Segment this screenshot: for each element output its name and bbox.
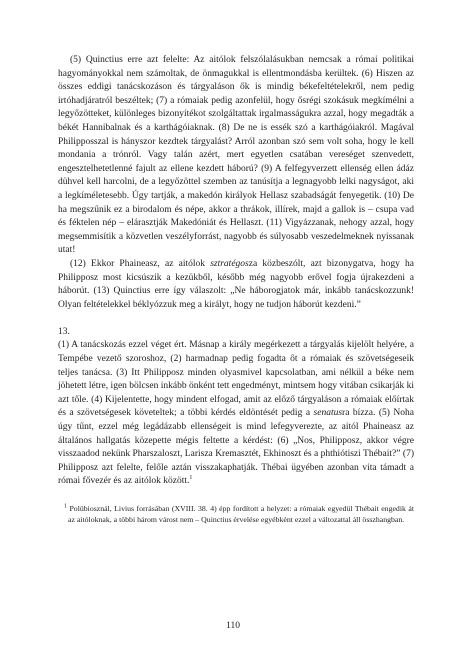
chapter-number: 13. — [58, 326, 70, 337]
paragraph-2-text-b: za közbeszólt, azt bizonygatva, hogy ha Philipposz most kicsúszik a kezükből, később még nagyobb erővel fogja újrakezdeni a háborút. (13) Quinctius erre így válaszolt: „Ne háborogjatok már, inkább tanácskozzunk! Olyan feltételekkel béklyózzuk meg a királyt, hogy ne tudjon háborút kezdeni.” — [58, 258, 414, 310]
paragraph-2-text-a: (12) Ekkor Phaineasz, az aitólok — [70, 258, 211, 269]
footnote-marker: 1 — [64, 503, 67, 510]
page-body — [58, 54, 414, 525]
paragraph-2-italic: sztratégos — [210, 258, 249, 269]
paragraph-2 — [58, 258, 414, 312]
paragraph-1 — [58, 54, 414, 258]
chapter-paragraph — [58, 339, 414, 489]
footnote-reference: 1 — [189, 475, 193, 482]
paragraph-1-text: (5) Quinctius erre azt felelte: Az aitólok felszólalásukban nemcsak a római politikai hagyományokkal nem számoltak, de önmagukkal is ellentmondásba kerültek. (6) Hiszen az összes eddigi tanácskozáson és tárgyaláson ők is mindig békefeltételekről, nem pedig irtóhadjáratról beszéltek; (7) a rómaiak pedig azonfelül, hogy ősrégi szokásuk megkímélni a legyőzötteket, különleges bizonyítékot szolgáltattak irgalmasságukra azzal, hogy megadták a békét Hannibalnak és a karthágóiaknak. (8) De ne is essék szó a karthágóiakról. Magával Philipposszal is hányszor kezdtek tárgyalást? Arról azonban szó sem volt soha, hogy le kell mondania a trónról. Vagy talán azért, mert egyetlen csatában vereséget szenvedett, engesztelhetetlenné fajult az ellene kezdett háború? (9) A felfegyverzett ellenség ellen ádáz dühvel kell harcolni, de a legyőzöttel szemben az tanúsítja a legnagyobb lelki nagyságot, aki a legkíméletesebb. Úgy tartják, a makedón királyok Hellasz szabadságát fenyegetik. (10) De ha megszűnik ez a birodalom és népe, akkor a thrákok, illírek, majd a gallok is – csupa vad és féktelen nép – elárasztják Makedóniát és Hellaszt. (11) Vigyázzanak, nehogy azzal, hogy megsemmisítik a közvetlen veszélyforrást, nagyobb és súlyosabb veszedelmeknek nyissanak utat! — [58, 55, 414, 256]
footnote-separator — [58, 489, 414, 503]
footnote-text: Polübiosznál, Livius forrásában (XVIII. 38. 4) épp fordított a helyzet: a rómaiak egyedül Thébait engedik át az aitóloknak, a többi három várost nem – Quinctius érvelése egyébként ezzel a változattal áll összhangban. — [68, 504, 414, 525]
page-number: 110 — [226, 621, 240, 631]
section-gap — [58, 312, 414, 326]
chapter-text-a: (1) A tanácskozás ezzel véget ért. Másnap a király megérkezett a tárgyalás kijelölt helyére, a Tempébe vezető szoroshoz, (2) harmadnap pedig fogadta őt a rómaiak és szövetségeseik teljes tanácsa. (3) Itt Philipposz minden olyasmivel kapcsolatban, ami nélkül a béke nem jöhetett létre, igen bölcsen inkább önként tett engedményt, mintsem hogy vitában csikarják ki azt tőle. (4) Kijelentette, hogy mindent elfogad, amit az előző tárgyaláson a rómaiak előírtak és a szövetségesek követeltek; a többi kérdés eldöntését pedig a — [58, 340, 414, 419]
chapter-italic: senatus — [313, 408, 343, 419]
footnote — [58, 503, 414, 525]
chapter-text-b: ra bízza. (5) Noha úgy tűnt, ezzel még legádázabb ellenségeit is mind lefegyverezte, az aitól Phaineasz az általános hallgatás közepette mégis feltette a kérdést: (6) „Nos, Philipposz, akkor végre visszaadod nekünk Pharszaloszt, Larisza Kremasztét, Ekhinoszt és a phthiótiszi Thébait?” (7) Philipposz azt felelte, felőle aztán visszakaphatják. Thébai ügyében azonban vita támadt a római fővezér és az aitólok között. — [58, 408, 414, 487]
